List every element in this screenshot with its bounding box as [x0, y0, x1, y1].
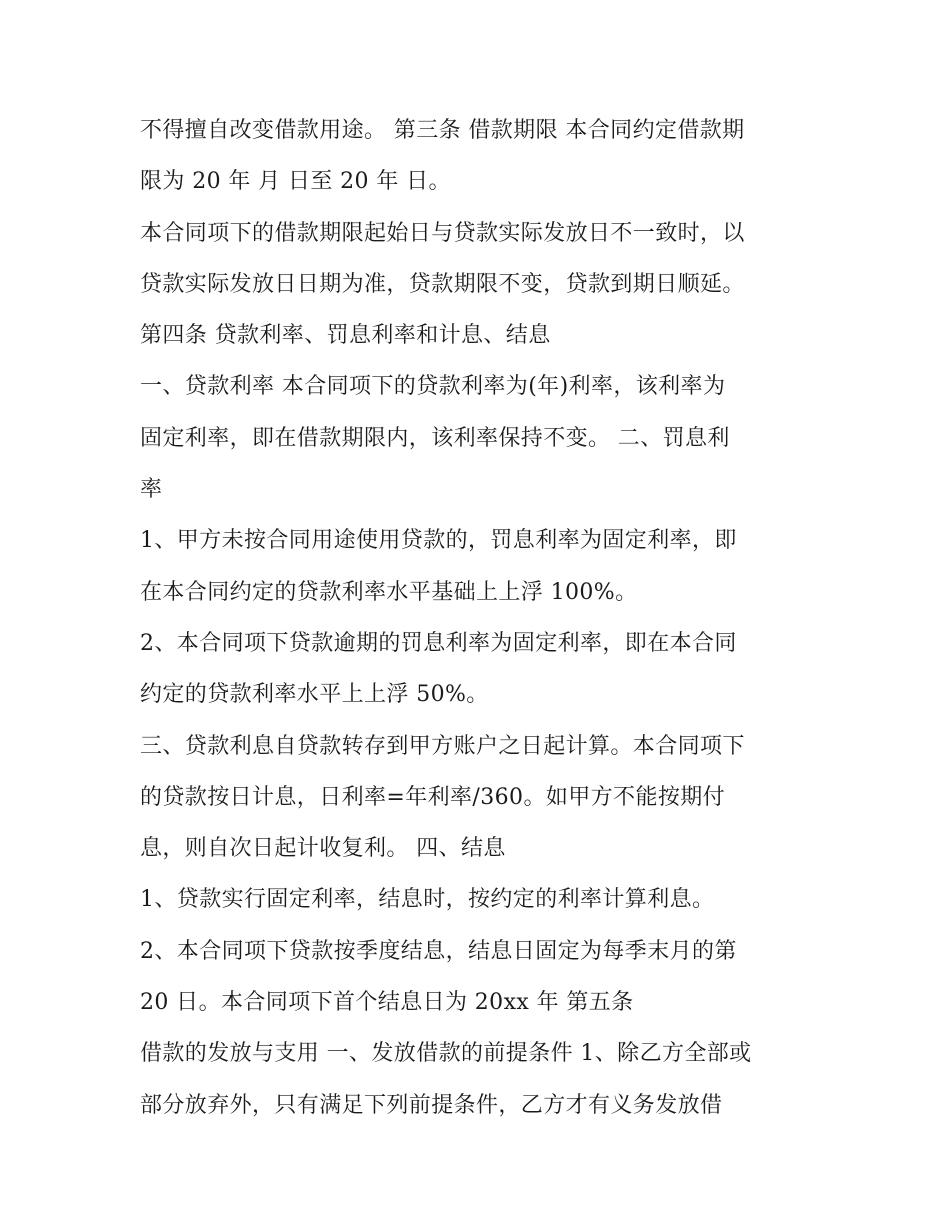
text-line: 约定的贷款利率水平上上浮 50%。 — [140, 682, 489, 708]
text-line: 1、甲方未按合同用途使用贷款的，罚息利率为固定利率，即 — [140, 528, 737, 554]
text-line: 不得擅自改变借款用途。 第三条 借款期限 本合同约定借款期 — [140, 118, 745, 143]
text-line: 1、贷款实行固定利率，结息时，按约定的利率计算利息。 — [140, 887, 715, 913]
text-line: 部分放弃外，只有满足下列前提条件，乙方才有义务发放借 — [140, 1092, 723, 1118]
text-line: 在本合同约定的贷款利率水平基础上上浮 100%。 — [140, 579, 638, 605]
text-line: 限为 20 年 月 日至 20 年 日。 — [140, 169, 451, 195]
text-line: 2、本合同项下贷款按季度结息，结息日固定为每季末月的第 — [140, 938, 737, 964]
text-line: 固定利率，即在借款期限内，该利率保持不变。 二、罚息利 — [140, 425, 730, 451]
text-line: 本合同项下的借款期限起始日与贷款实际发放日不一致时，以 — [140, 220, 745, 246]
document-body — [140, 105, 820, 1131]
text-line: 贷款实际发放日日期为准，贷款期限不变，贷款到期日顺延。 — [140, 271, 745, 297]
text-line: 三、贷款利息自贷款转存到甲方账户之日起计算。本合同项下 — [140, 733, 745, 759]
text-line: 息，则自次日起计收复利。 四、结息 — [140, 836, 506, 862]
section-heading: 第四条 贷款利率、罚息利率和计息、结息 — [140, 323, 551, 349]
text-line: 2、本合同项下贷款逾期的罚息利率为固定利率，即在本合同 — [140, 630, 737, 656]
text-line: 一、贷款利率 本合同项下的贷款利率为(年)利率，该利率为 — [140, 374, 726, 400]
text-line: 的贷款按日计息，日利率=年利率/360。如甲方不能按期付 — [140, 784, 726, 810]
text-line: 20 日。本合同项下首个结息日为 20xx 年 第五条 — [140, 990, 634, 1016]
text-line: 借款的发放与支用 一、发放借款的前提条件 1、除乙方全部或 — [140, 1041, 752, 1067]
text-line: 率 — [140, 477, 163, 503]
